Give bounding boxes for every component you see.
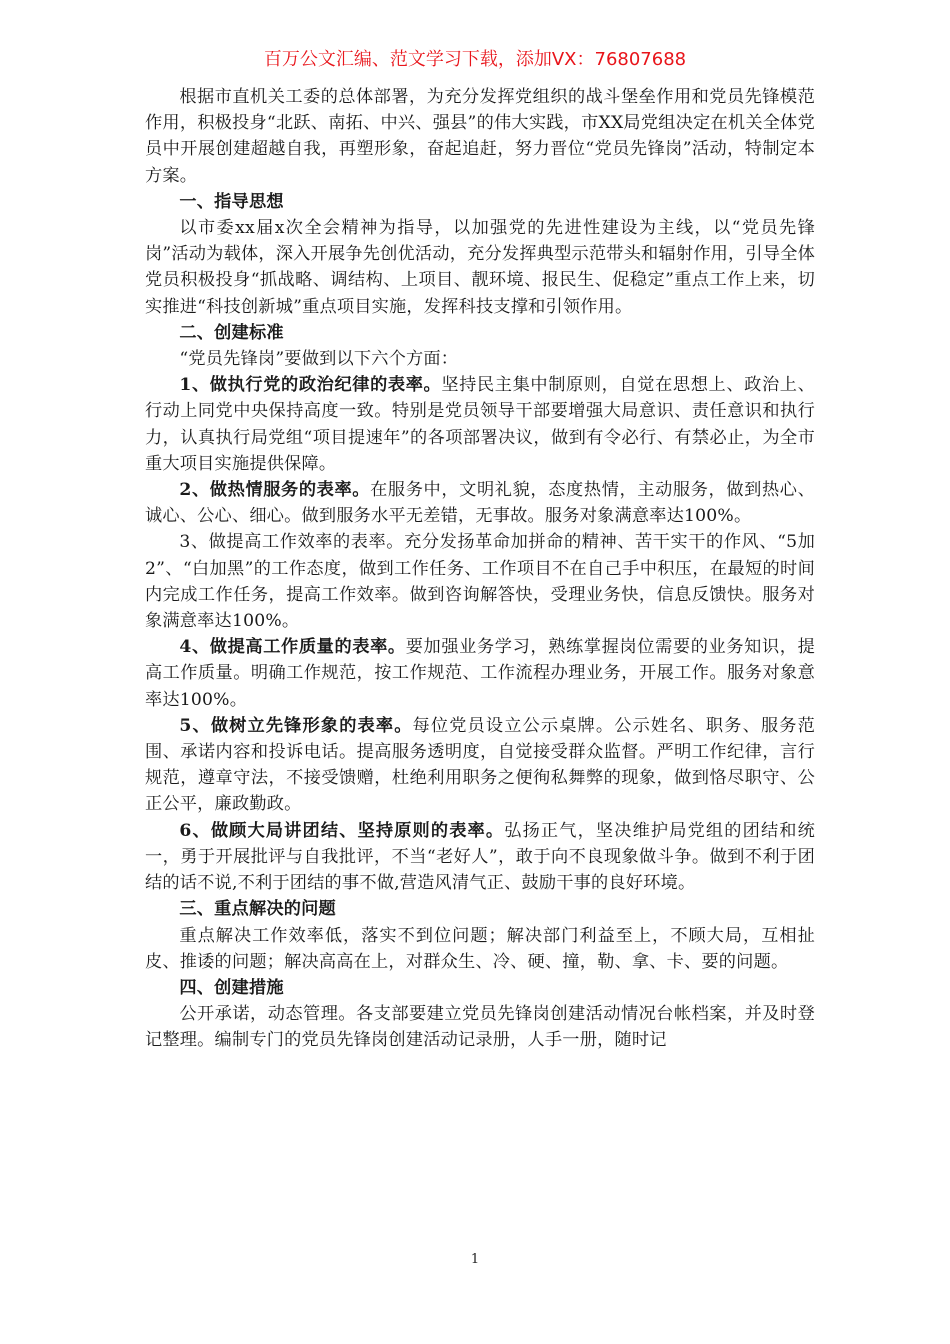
standard-item-4 (145, 634, 815, 713)
section-heading-key-problems: 三、重点解决的问题 (179, 899, 336, 920)
standard-item-title: 4、做提高工作质量的表率。 (179, 637, 406, 658)
standard-item-title: 5、做树立先锋形象的表率。 (179, 715, 413, 736)
document-body (145, 84, 815, 1054)
section-body-key-problems: 重点解决工作效率低，落实不到位问题；解决部门利益至上，不顾大局，互相扯皮、推诿的问题；解决高高在上，对群众生、冷、硬、撞，勒、拿、卡、要的问题。 (145, 925, 815, 972)
page-number: 1 (470, 1252, 480, 1267)
standard-item-1 (145, 372, 815, 477)
standard-item-title: 1、做执行党的政治纪律的表率。 (179, 375, 442, 396)
section-heading-standards: 二、创建标准 (179, 322, 284, 343)
download-banner: 百万公文汇编、范文学习下载，添加VX：76807688 (263, 49, 687, 70)
standard-item-title: 2、做热情服务的表率。 (179, 480, 371, 501)
standard-item-text: 弘扬正气，坚决维护局党组的团结和统一，勇于开展批评与自我批评，不当“老好人”，敢于向不良现象做斗争。做到不利于团结的话不说,不利于团结的事不做,营造风清气正、鼓励干事的良好环境。 (145, 820, 816, 894)
section-body-measures: 公开承诺，动态管理。各支部要建立党员先锋岗创建活动情况台帐档案，并及时登记整理。编制专门的党员先锋岗创建活动记录册，人手一册，随时记 (145, 1004, 815, 1051)
standard-item-text: 在服务中，文明礼貌，态度热情，主动服务，做到热心、诚心、公心、细心。做到服务水平无差错，无事故。服务对象满意率达100%。 (145, 480, 815, 527)
standard-item-text: 坚持民主集中制原则，自觉在思想上、政治上、行动上同党中央保持高度一致。特别是党员领导干部要增强大局意识、责任意识和执行力，认真执行局党组“项目提速年”的各项部署决议，做到有令必行、有禁必止，为全市重大项目实施提供保障。 (145, 375, 815, 474)
standard-item-6 (145, 818, 815, 897)
standard-item-3 (145, 529, 815, 634)
standard-item-2 (145, 477, 815, 529)
intro-paragraph: 根据市直机关工委的总体部署，为充分发挥党组织的战斗堡垒作用和党员先锋模范作用，积极投身“北跃、南拓、中兴、强县”的伟大实践，市XX局党组决定在机关全体党员中开展创建超越自我，再塑形象，奋起追赶，努力晋位“党员先锋岗”活动，特制定本方案。 (145, 87, 815, 186)
standard-item-text: 3、做提高工作效率的表率。充分发扬革命加拼命的精神、苦干实干的作风、“5加2”、“白加黑”的工作态度，做到工作任务、工作项目不在自己手中积压，在最短的时间内完成工作任务，提高工作效率。做到咨询解答快，受理业务快，信息反馈快。服务对象满意率达100%。 (145, 532, 815, 632)
standard-item-5 (145, 713, 815, 818)
standard-item-text: 要加强业务学习，熟练掌握岗位需要的业务知识，提高工作质量。明确工作规范，按工作规范、工作流程办理业务，开展工作。服务对象意率达100%。 (145, 637, 815, 710)
standards-lead: “党员先锋岗”要做到以下六个方面： (179, 349, 459, 370)
standard-item-title: 6、做顾大局讲团结、坚持原则的表率。 (179, 820, 505, 841)
section-body-guiding-ideology: 以市委xx届x次全会精神为指导，以加强党的先进性建设为主线，以“党员先锋岗”活动为载体，深入开展争先创优活动，充分发挥典型示范带头和辐射作用，引导全体党员积极投身“抓战略、调结构、上项目、靓环境、报民生、促稳定”重点工作上来，切实推进“科技创新城”重点项目实施，发挥科技支撑和引领作用。 (145, 218, 815, 317)
section-heading-guiding-ideology: 一、指导思想 (179, 191, 284, 212)
section-heading-measures: 四、创建措施 (179, 977, 284, 998)
standard-item-text: 每位党员设立公示桌牌。公示姓名、职务、服务范围、承诺内容和投诉电话。提高服务透明度，自觉接受群众监督。严明工作纪律，言行规范，遵章守法，不接受馈赠，杜绝利用职务之便徇私舞弊的现象，做到恪尽职守、公正公平，廉政勤政。 (145, 715, 816, 815)
